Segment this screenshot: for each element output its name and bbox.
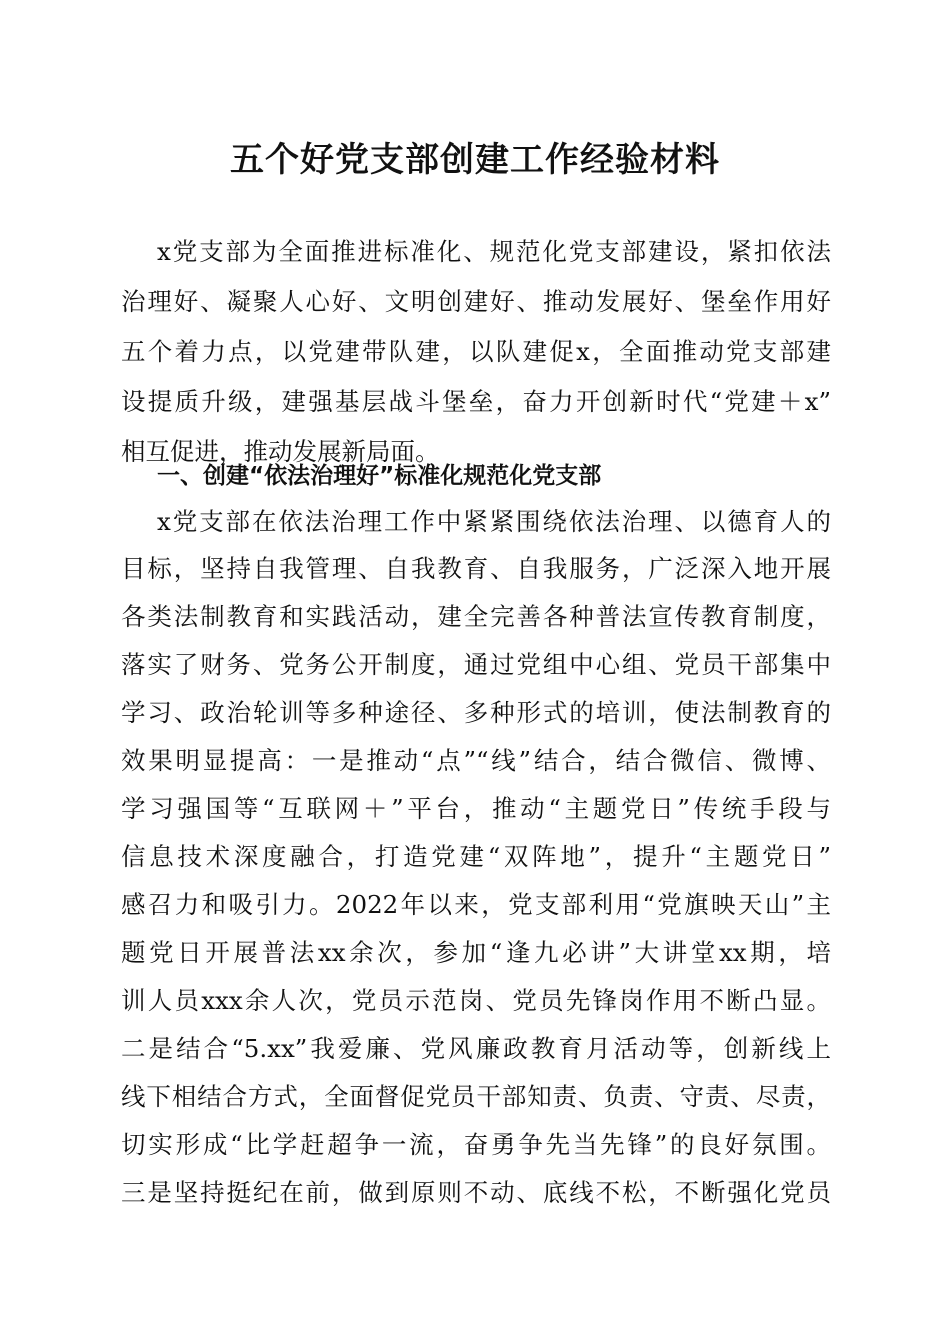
intro-line: x党支部为全面推进标准化、规范化党支部建设，紧扣依法 xyxy=(157,237,831,266)
document-title: 五个好党支部创建工作经验材料 xyxy=(230,140,720,180)
section-line: 落实了财务、党务公开制度，通过党组中心组、党员干部集中 xyxy=(121,650,831,679)
section-line: 题党日开展普法xx余次，参加“逢九必讲”大讲堂xx期，培 xyxy=(121,938,831,967)
section-line: 感召力和吸引力。2022年以来，党支部利用“党旗映天山”主 xyxy=(121,890,831,919)
section-line: 二是结合“5.xx”我爱廉、党风廉政教育月活动等，创新线上 xyxy=(121,1034,831,1063)
section-line: 线下相结合方式，全面督促党员干部知责、负责、守责、尽责， xyxy=(121,1082,831,1111)
section-line: 学习、政治轮训等多种途径、多种形式的培训，使法制教育的 xyxy=(121,698,831,727)
intro-line: 治理好、凝聚人心好、文明创建好、推动发展好、堡垒作用好 xyxy=(121,287,831,316)
section-line: 信息技术深度融合，打造党建“双阵地”，提升“主题党日” xyxy=(121,842,831,871)
section-line: 各类法制教育和实践活动，建全完善各种普法宣传教育制度， xyxy=(121,602,831,631)
section-line: 学习强国等“互联网＋”平台，推动“主题党日”传统手段与 xyxy=(121,794,831,823)
section-heading: 一、创建“依法治理好”标准化规范化党支部 xyxy=(157,463,602,489)
section-line: x党支部在依法治理工作中紧紧围绕依法治理、以德育人的 xyxy=(157,507,831,536)
section-line: 目标，坚持自我管理、自我教育、自我服务，广泛深入地开展 xyxy=(121,554,831,583)
section-line: 效果明显提高：一是推动“点”“线”结合，结合微信、微博、 xyxy=(121,746,831,775)
intro-line: 设提质升级，建强基层战斗堡垒，奋力开创新时代“党建＋x” xyxy=(121,387,831,416)
intro-line: 相互促进，推动发展新局面。 xyxy=(121,437,440,466)
section-line: 三是坚持挺纪在前，做到原则不动、底线不松，不断强化党员 xyxy=(121,1178,831,1207)
section-line: 切实形成“比学赶超争一流，奋勇争先当先锋”的良好氛围。 xyxy=(121,1130,831,1159)
intro-line: 五个着力点，以党建带队建，以队建促x，全面推动党支部建 xyxy=(121,337,831,366)
section-line: 训人员xxx余人次，党员示范岗、党员先锋岗作用不断凸显。 xyxy=(121,986,831,1015)
